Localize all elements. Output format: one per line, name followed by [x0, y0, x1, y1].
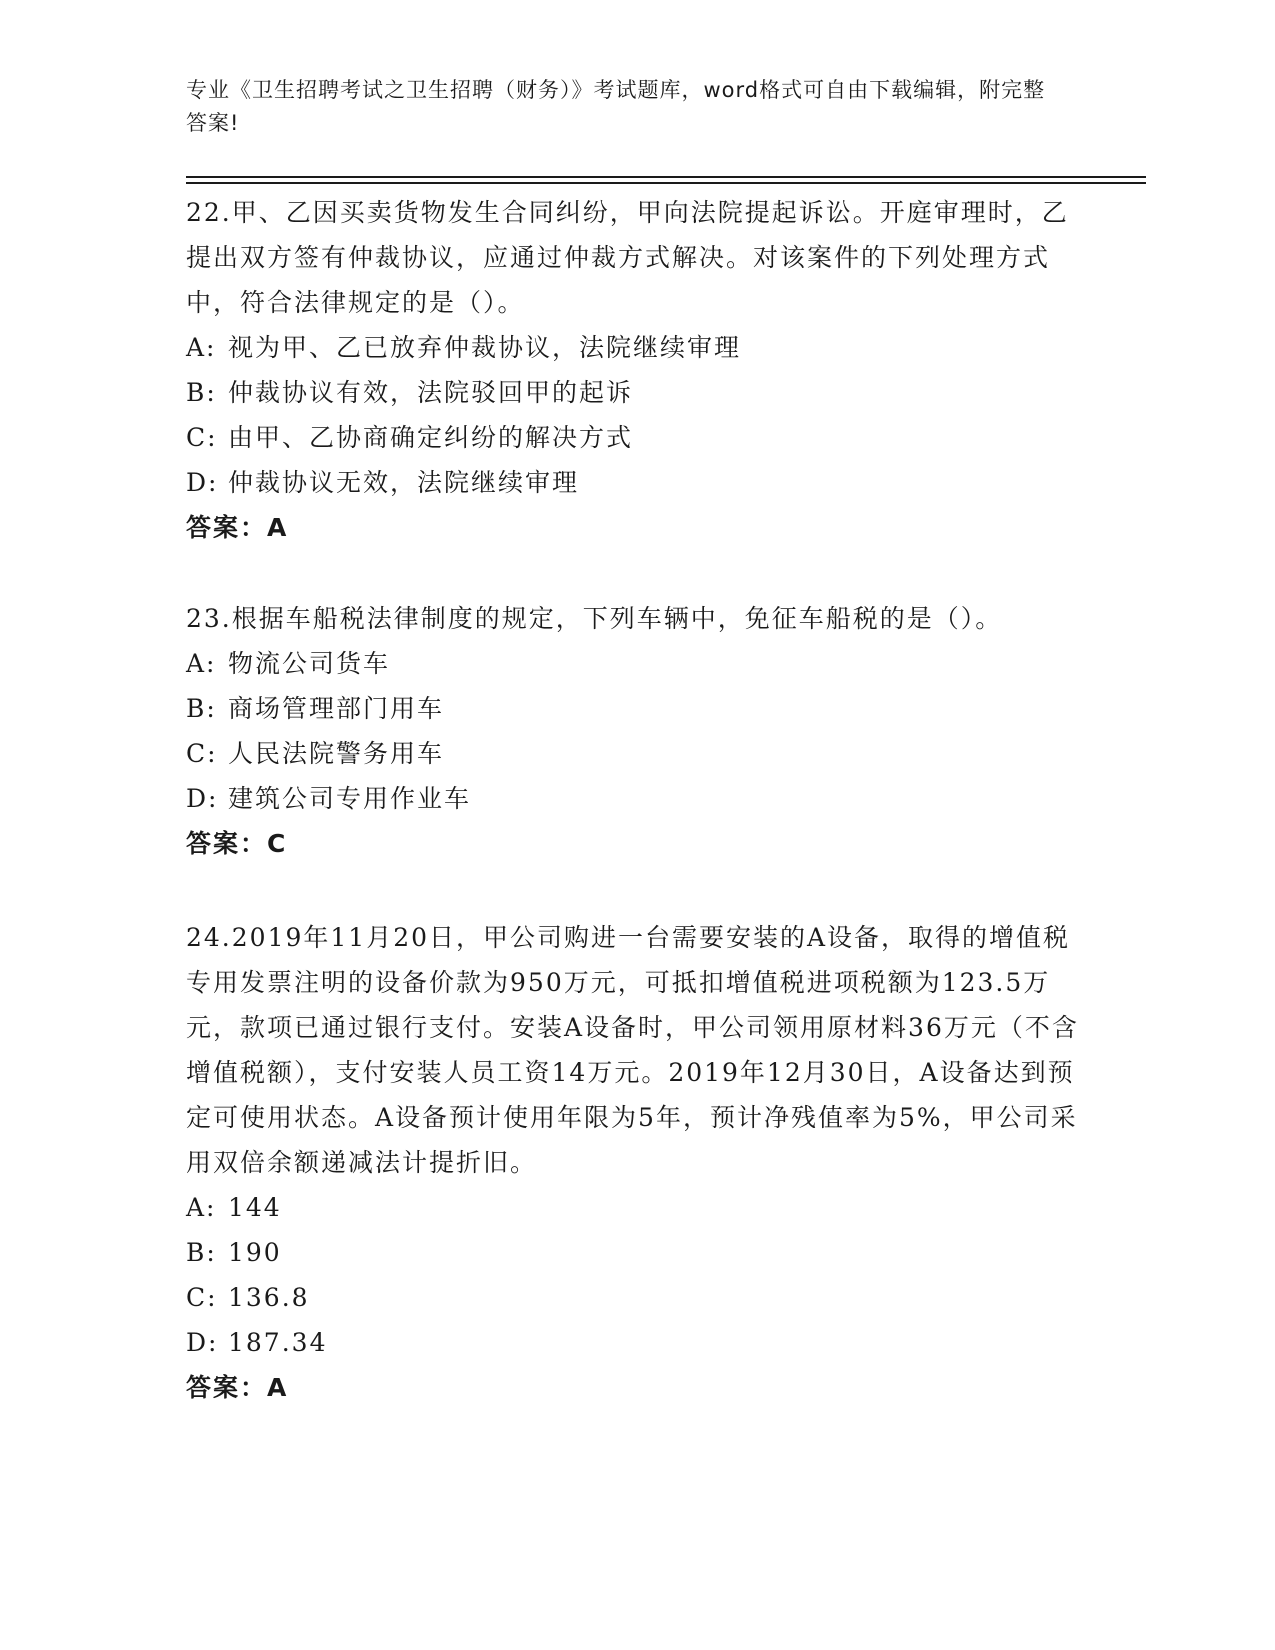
option-text: 物流公司货车	[228, 649, 391, 678]
option-c	[186, 1275, 1086, 1320]
option-d	[186, 460, 1086, 505]
option-text: 仲裁协议有效，法院驳回甲的起诉	[228, 378, 634, 407]
option-text: 136.8	[228, 1283, 310, 1312]
option-letter: D:	[186, 468, 219, 497]
answer-line: 答案：C	[186, 829, 288, 858]
question-22	[186, 190, 1086, 550]
question-23	[186, 596, 1086, 866]
option-letter: B:	[186, 1238, 217, 1267]
option-b	[186, 686, 1086, 731]
question-stem: 22.甲、乙因买卖货物发生合同纠纷，甲向法院提起诉讼。开庭审理时，乙提出双方签有仲裁协议，应通过仲裁方式解决。对该案件的下列处理方式中，符合法律规定的是（）。	[186, 198, 1069, 317]
header-divider-top	[186, 176, 1146, 178]
option-b	[186, 1230, 1086, 1275]
question-stem: 24.2019年11月20日，甲公司购进一台需要安装的A设备，取得的增值税专用发票注明的设备价款为950万元，可抵扣增值税进项税额为123.5万元，款项已通过银行支付。安装A设备时，甲公司领用原材料36万元（不含增值税额），支付安装人员工资14万元。2019年12月30日，A设备达到预定可使用状态。A设备预计使用年限为5年，预计净残值率为5%，甲公司采用双倍余额递减法计提折旧。	[186, 923, 1079, 1177]
option-c	[186, 731, 1086, 776]
option-c	[186, 415, 1086, 460]
header-divider-bottom	[186, 182, 1146, 184]
option-letter: A:	[186, 333, 217, 362]
answer-line: 答案：A	[186, 1373, 289, 1402]
document-header: 专业《卫生招聘考试之卫生招聘（财务）》考试题库，word格式可自由下载编辑，附完整答案!	[186, 78, 1046, 135]
option-text: 视为甲、乙已放弃仲裁协议，法院继续审理	[228, 333, 742, 362]
option-letter: D:	[186, 784, 219, 813]
option-b	[186, 370, 1086, 415]
option-text: 人民法院警务用车	[228, 739, 445, 768]
option-letter: C:	[186, 423, 218, 452]
option-a	[186, 1185, 1086, 1230]
option-letter: B:	[186, 378, 217, 407]
option-letter: C:	[186, 739, 218, 768]
option-text: 由甲、乙协商确定纠纷的解决方式	[228, 423, 634, 452]
option-letter: A:	[186, 649, 217, 678]
question-stem: 23.根据车船税法律制度的规定，下列车辆中，免征车船税的是（）。	[186, 604, 1003, 633]
option-text: 190	[228, 1238, 282, 1267]
option-a	[186, 641, 1086, 686]
option-d	[186, 776, 1086, 821]
option-text: 建筑公司专用作业车	[228, 784, 472, 813]
answer-line: 答案：A	[186, 513, 289, 542]
option-text: 仲裁协议无效，法院继续审理	[228, 468, 580, 497]
option-text: 商场管理部门用车	[228, 694, 445, 723]
option-a	[186, 325, 1086, 370]
option-d	[186, 1320, 1086, 1365]
option-text: 187.34	[228, 1328, 328, 1357]
question-24	[186, 915, 1086, 1410]
option-letter: B:	[186, 694, 217, 723]
option-text: 144	[228, 1193, 282, 1222]
option-letter: D:	[186, 1328, 219, 1357]
option-letter: A:	[186, 1193, 217, 1222]
option-letter: C:	[186, 1283, 218, 1312]
